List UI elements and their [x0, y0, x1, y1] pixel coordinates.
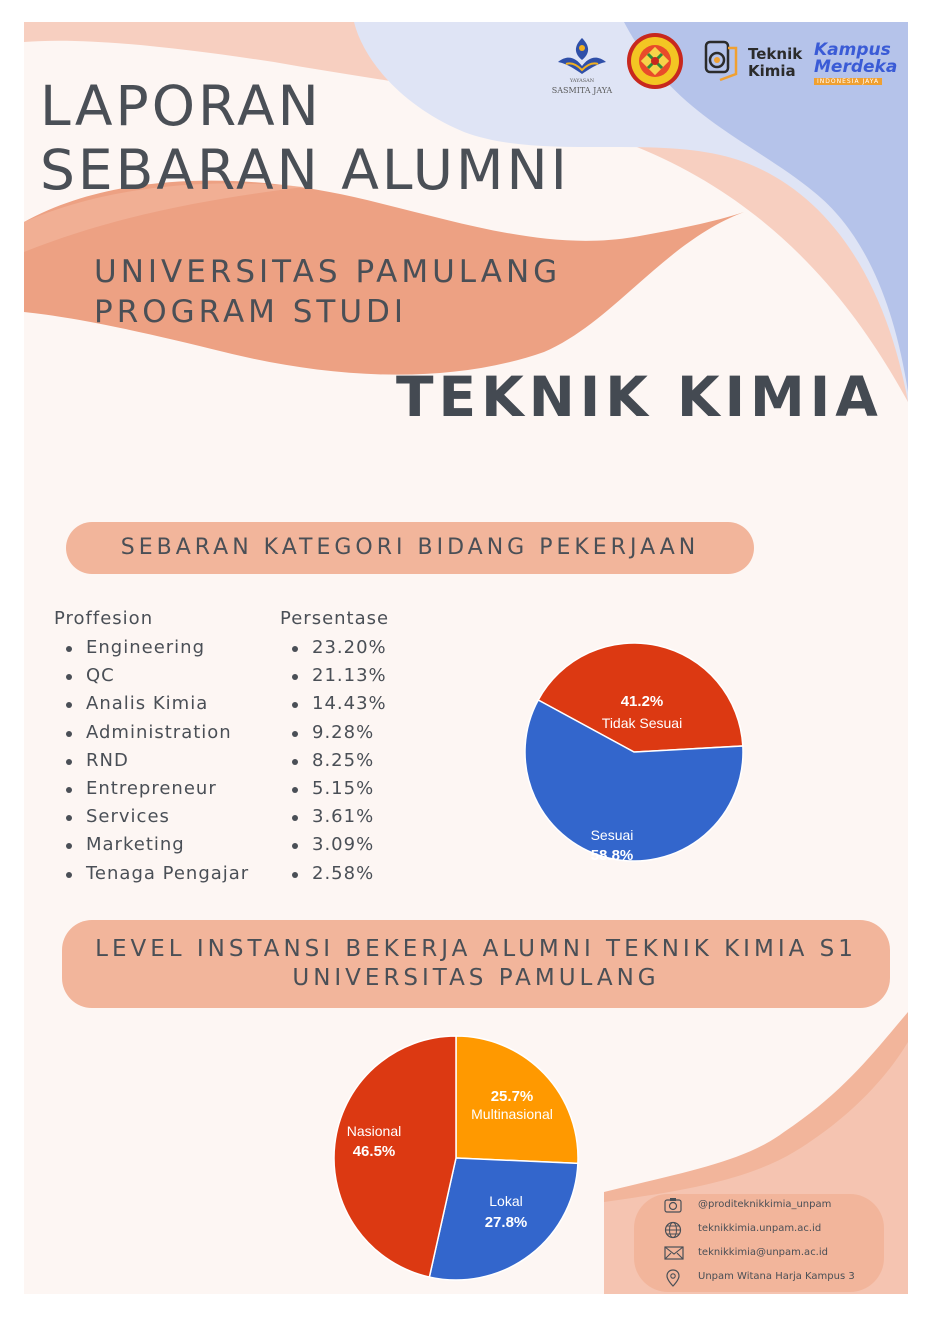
slice-value-label: 25.7%	[490, 1088, 534, 1105]
profession-item: Services	[54, 803, 284, 831]
slice-label: Tidak Sesuai	[601, 715, 683, 731]
mail-icon	[664, 1245, 684, 1261]
percentage-list	[280, 634, 420, 888]
email-address: teknikkimia@unpam.ac.id	[698, 1247, 828, 1258]
profession-column-header: Proffesion	[54, 608, 154, 629]
section2-heading	[62, 920, 890, 1008]
globe-icon	[664, 1221, 682, 1239]
kampus-merdeka-tag: INDONESIA JAYA	[814, 78, 882, 85]
kampus-merdeka-line1: Kampus	[814, 40, 891, 60]
percentage-item: 2.58%	[280, 860, 420, 888]
section1-heading: SEBARAN KATEGORI BIDANG PEKERJAAN	[66, 522, 754, 574]
profession-item: Analis Kimia	[54, 690, 284, 718]
institution-level-pie-chart	[324, 1026, 584, 1286]
report-subtitle	[94, 252, 561, 332]
report-title	[40, 74, 570, 202]
yayasan-name: SASMITA JAYA	[551, 86, 613, 95]
instagram-handle: @proditeknikkimia_unpam	[698, 1199, 832, 1210]
section2-heading-line2: UNIVERSITAS PAMULANG	[292, 965, 660, 991]
website-url: teknikkimia.unpam.ac.id	[698, 1223, 822, 1234]
teknik-kimia-logo-line1: Teknik	[748, 45, 803, 63]
kampus-merdeka-line2: Merdeka	[814, 57, 898, 77]
logo-strip	[552, 32, 898, 102]
camera-icon	[664, 1197, 682, 1213]
profession-item: Marketing	[54, 831, 284, 859]
profession-item: Administration	[54, 719, 284, 747]
slice-value-label: 27.8%	[484, 1214, 528, 1231]
slice-value-label: 46.5%	[352, 1143, 396, 1160]
percentage-item: 3.61%	[280, 803, 420, 831]
slice-label: Multinasional	[471, 1106, 553, 1122]
teknik-kimia-logo-line2: Kimia	[748, 62, 796, 80]
yayasan-small-label: YAYASAN	[569, 78, 595, 84]
chemistry-equipment-icon	[700, 38, 740, 84]
report-title-line2: SEBARAN ALUMNI	[40, 138, 570, 202]
report-page	[24, 22, 908, 1294]
percentage-column-header: Persentase	[280, 608, 390, 629]
percentage-item: 14.43%	[280, 690, 420, 718]
report-title-line1: LAPORAN	[40, 74, 322, 138]
profession-item: Entrepreneur	[54, 775, 284, 803]
profession-item: Engineering	[54, 634, 284, 662]
job-fit-pie-chart	[514, 632, 754, 872]
profession-list	[54, 634, 284, 888]
percentage-item: 9.28%	[280, 719, 420, 747]
slice-label: Sesuai	[590, 827, 634, 843]
slice-value-label: 41.2%	[620, 693, 664, 710]
program-name: TEKNIK KIMIA	[396, 365, 883, 429]
profession-item: QC	[54, 662, 284, 690]
campus-address: Unpam Witana Harja Kampus 3	[698, 1271, 855, 1282]
subtitle-line1: UNIVERSITAS PAMULANG	[94, 254, 562, 290]
slice-value-label: 58.8%	[590, 847, 634, 864]
percentage-item: 23.20%	[280, 634, 420, 662]
percentage-item: 21.13%	[280, 662, 420, 690]
location-pin-icon	[664, 1269, 682, 1287]
slice-label: Lokal	[489, 1193, 523, 1209]
subtitle-line2: PROGRAM STUDI	[94, 294, 408, 330]
university-seal-icon	[626, 32, 684, 90]
percentage-item: 3.09%	[280, 831, 420, 859]
contact-box	[634, 1194, 884, 1292]
profession-item: RND	[54, 747, 284, 775]
slice-label: Nasional	[346, 1123, 402, 1139]
percentage-item: 8.25%	[280, 747, 420, 775]
section2-heading-line1: LEVEL INSTANSI BEKERJA ALUMNI TEKNIK KIMIA S1	[95, 936, 857, 962]
percentage-item: 5.15%	[280, 775, 420, 803]
profession-item: Tenaga Pengajar	[54, 860, 284, 888]
